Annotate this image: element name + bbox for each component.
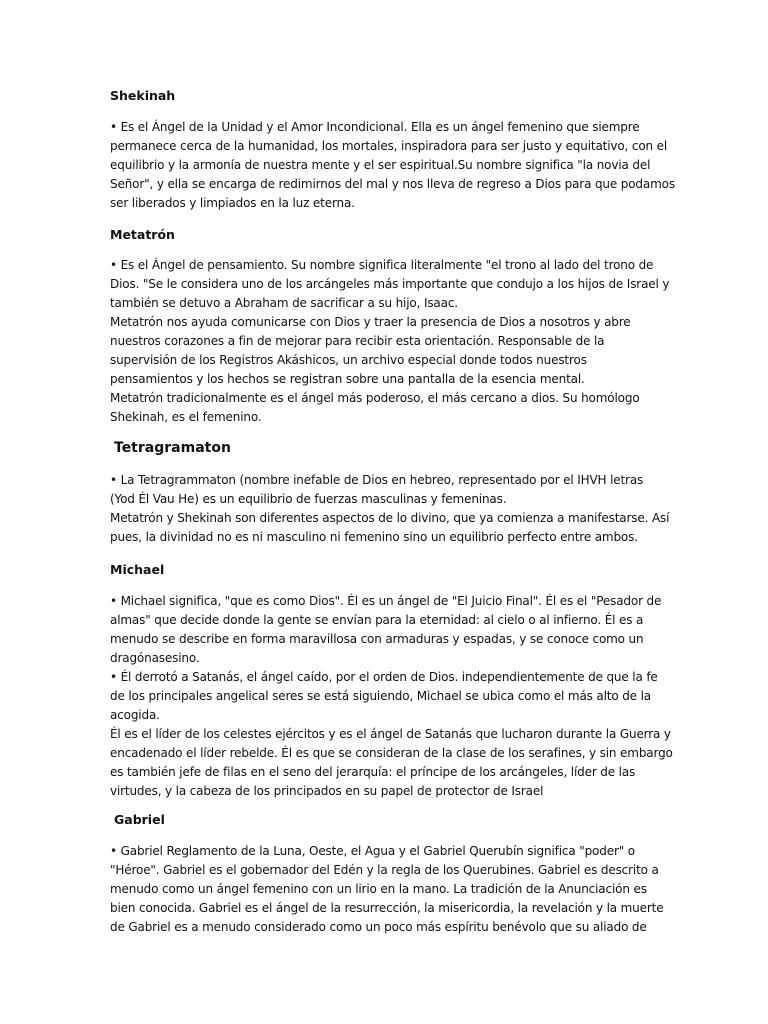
section-body-tetragramaton	[110, 471, 670, 547]
text-line: Shekinah, es el femenino.	[110, 410, 262, 424]
text-line: • Es el Ángel de la Unidad y el Amor Incondicional. Ella es un ángel femenino que siempre	[110, 120, 640, 134]
section-title-tetragramaton: Tetragramaton	[114, 440, 231, 456]
text-line: (Yod Él Vau He) es un equilibrio de fuerzas masculinas y femeninas.	[110, 492, 507, 506]
text-line: Él es el líder de los celestes ejércitos y es el ángel de Satanás que lucharon durante la Guerra y	[110, 727, 671, 741]
text-line: pensamientos y los hechos se registran sobre una pantalla de la esencia mental.	[110, 372, 585, 386]
text-line: de los principales angelical seres se está siguiendo, Michael se ubica como el más alto de la	[110, 689, 651, 703]
text-line: Señor", y ella se encarga de redimirnos del mal y nos lleva de regreso a Dios para que podamos	[110, 177, 675, 191]
text-line: pues, la divinidad no es ni masculino ni femenino sino un equilibrio perfecto entre ambos.	[110, 530, 638, 544]
text-line: menudo se describe en forma maravillosa con armaduras y espadas, y se conoce como un	[110, 632, 644, 646]
text-line: • Es el Ángel de pensamiento. Su nombre significa literalmente "el trono al lado del trono de	[110, 258, 654, 272]
section-title-metatron: Metatrón	[110, 227, 175, 242]
text-line: Metatrón tradicionalmente es el ángel más poderoso, el más cercano a dios. Su homólogo	[110, 391, 640, 405]
section-title-shekinah: Shekinah	[110, 88, 176, 103]
section-body-metatron	[110, 256, 670, 427]
text-line: • Él derrotó a Satanás, el ángel caído, por el orden de Dios. independientemente de que la fe	[110, 670, 658, 684]
text-line: supervisión de los Registros Akáshicos, un archivo especial donde todos nuestros	[110, 353, 587, 367]
text-line: también se detuvo a Abraham de sacrificar a su hijo, Isaac.	[110, 296, 458, 310]
section-body-gabriel	[110, 842, 664, 937]
text-line: almas" que decide donde la gente se envían para la eternidad: al cielo o al infierno. Él es a	[110, 613, 644, 627]
text-line: virtudes, y la cabeza de los principados en su papel de protector de Israel	[110, 784, 544, 798]
text-line: Metatrón nos ayuda comunicarse con Dios y traer la presencia de Dios a nosotros y abre	[110, 315, 631, 329]
text-line: • Gabriel Reglamento de la Luna, Oeste, el Agua y el Gabriel Querubín significa "poder" o	[110, 844, 635, 858]
text-line: encadenado el líder rebelde. Él es que se consideran de la clase de los serafines, y sin embargo	[110, 746, 673, 760]
section-title-michael: Michael	[110, 562, 165, 577]
section-body-michael	[110, 592, 673, 801]
text-line: nuestros corazones a fin de mejorar para recibir esta orientación. Responsable de la	[110, 334, 605, 348]
text-line: bien conocida. Gabriel es el ángel de la resurrección, la misericordia, la revelación y la muerte	[110, 901, 664, 915]
text-line: menudo como un ángel femenino con un lirio en la mano. La tradición de la Anunciación es	[110, 882, 647, 896]
text-line: • Michael significa, "que es como Dios". Él es un ángel de "El Juicio Final". Él es el "Pesador de	[110, 594, 662, 608]
text-line: acogida.	[110, 708, 160, 722]
section-title-gabriel: Gabriel	[114, 812, 165, 827]
text-line: Metatrón y Shekinah son diferentes aspectos de lo divino, que ya comienza a manifestarse. Así	[110, 511, 670, 525]
text-line: dragónasesino.	[110, 651, 200, 665]
text-line: permanece cerca de la humanidad, los mortales, inspiradora para ser justo y equitativo, con el	[110, 139, 668, 153]
section-body-shekinah	[110, 118, 675, 213]
text-line: es también jefe de filas en el seno del jerarquía: el príncipe de los arcángeles, líder de las	[110, 765, 636, 779]
text-line: ser liberados y limpiados en la luz eterna.	[110, 196, 355, 210]
text-line: Dios. "Se le considera uno de los arcángeles más importante que condujo a los hijos de Israel y	[110, 277, 670, 291]
text-line: de Gabriel es a menudo considerado como un poco más espíritu benévolo que su aliado de	[110, 920, 647, 934]
text-line: "Héroe". Gabriel es el gobernador del Edén y la regla de los Querubines. Gabriel es descrito a	[110, 863, 659, 877]
text-line: equilibrio y la armonía de nuestra mente y el ser espiritual.Su nombre significa "la novia del	[110, 158, 651, 172]
text-line: • La Tetragrammaton (nombre inefable de Dios en hebreo, representado por el IHVH letras	[110, 473, 644, 487]
